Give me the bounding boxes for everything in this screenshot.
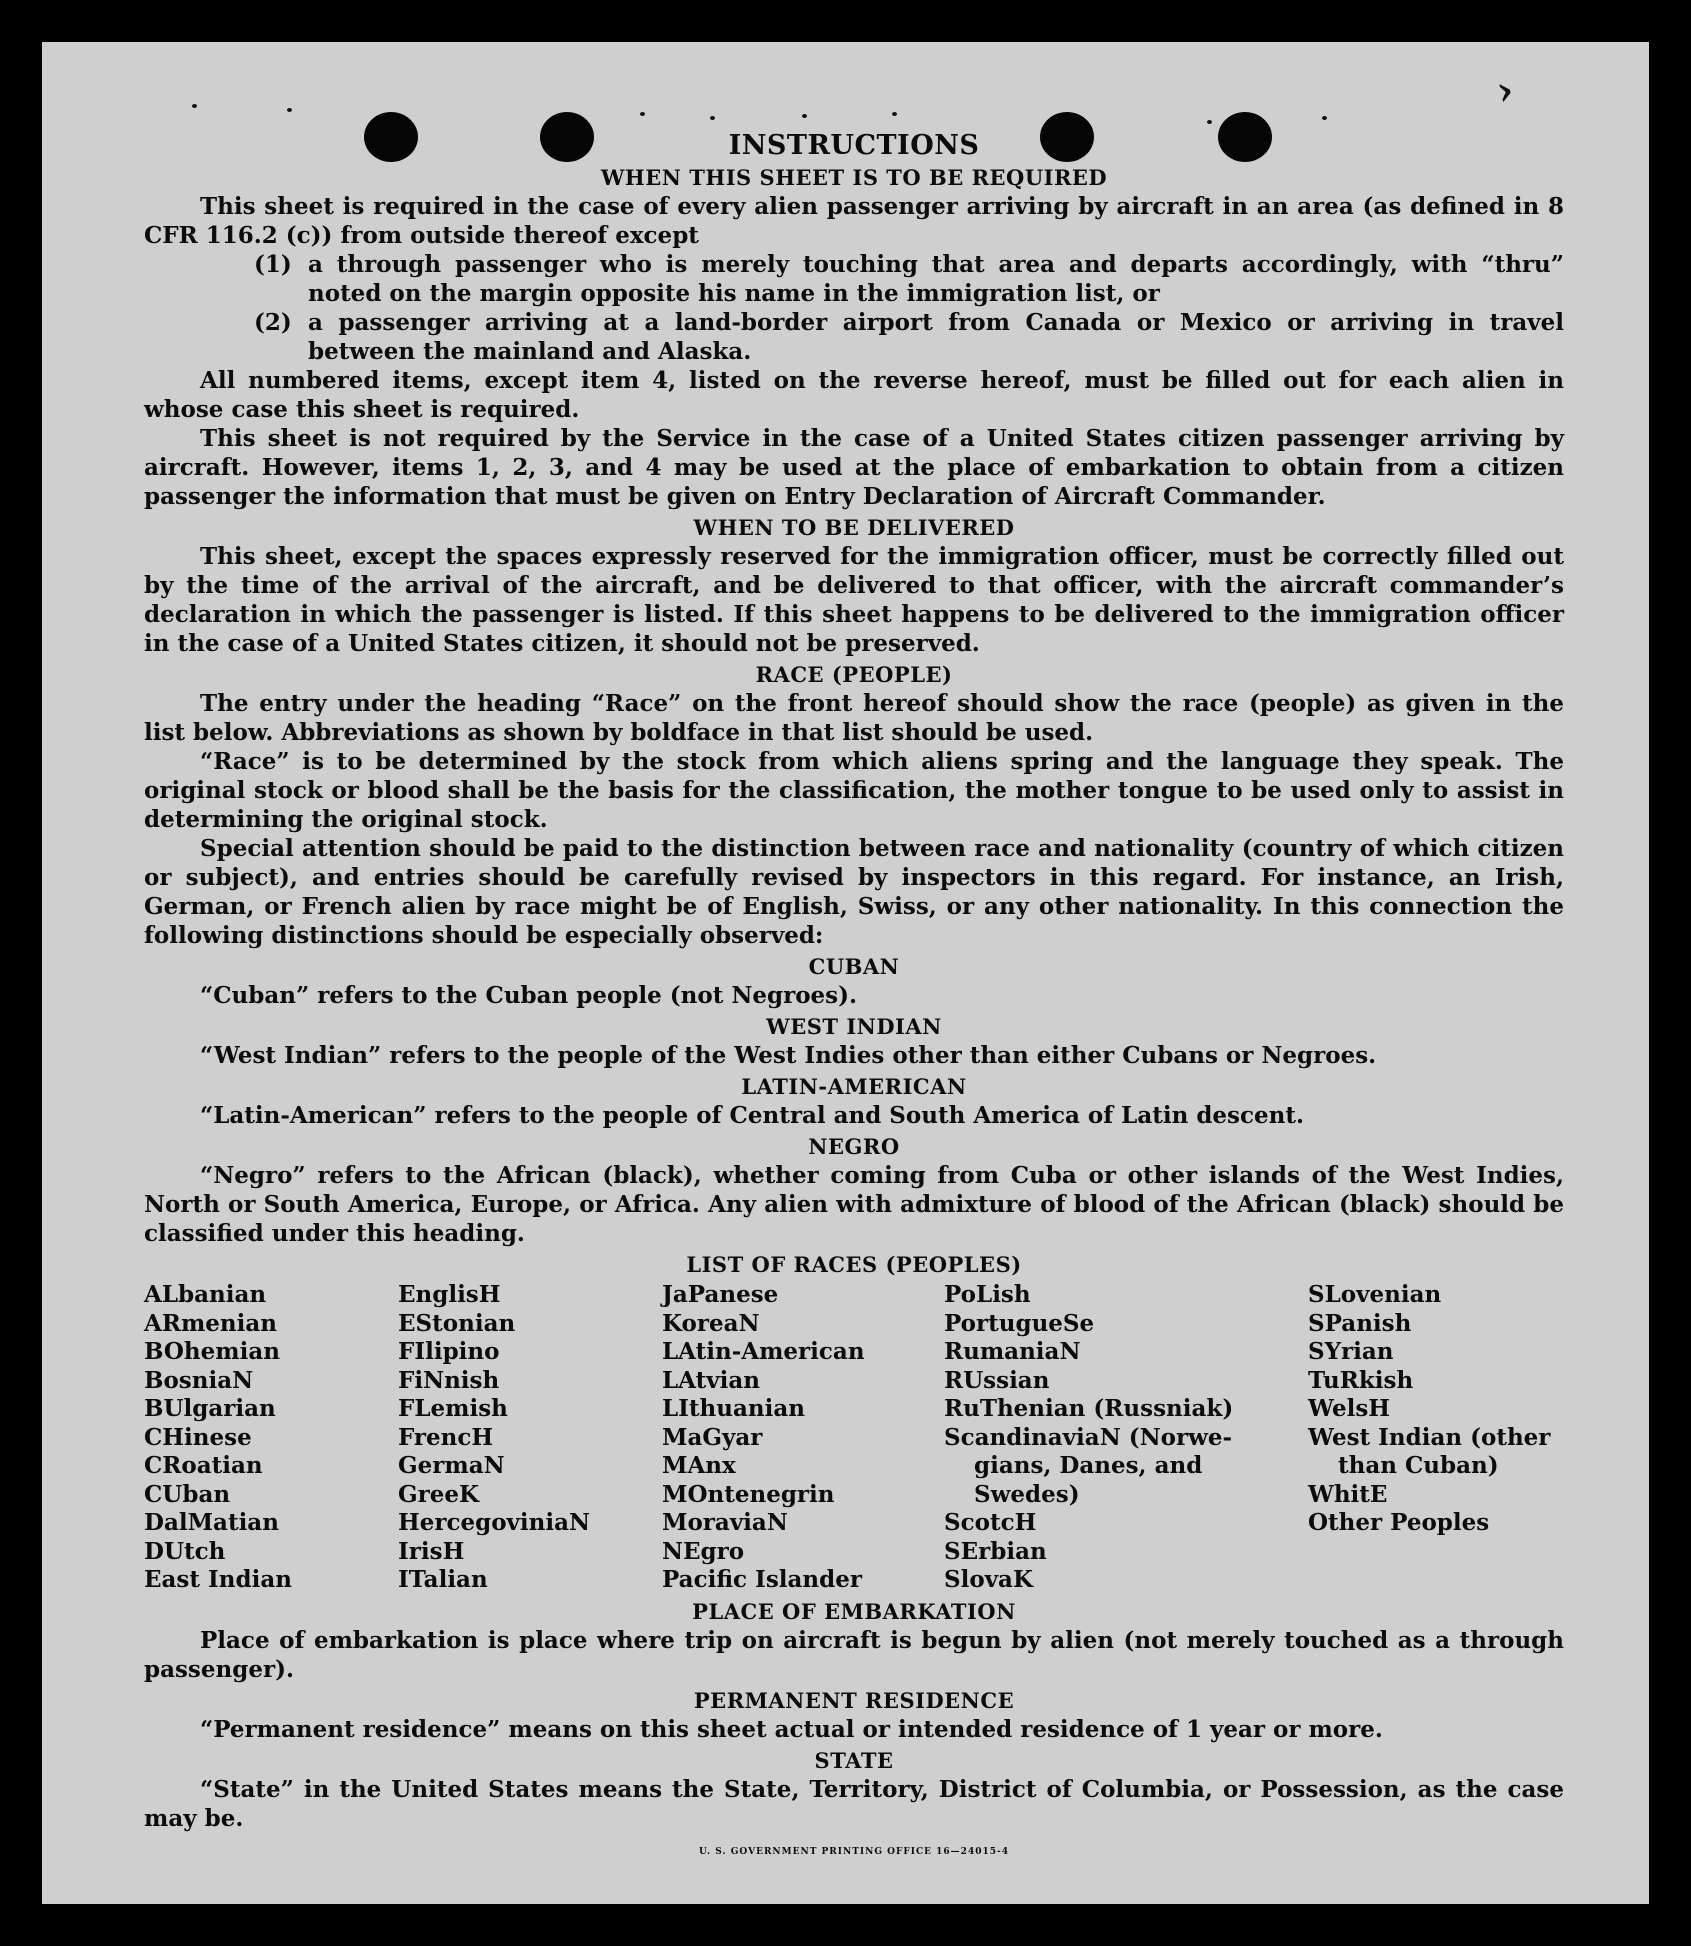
race-entry: GermaN — [398, 1452, 505, 1479]
race-entry: SLovenian — [1308, 1281, 1442, 1308]
heading-west-indian: WEST INDIAN — [766, 1014, 942, 1039]
heading-race: RACE (PEOPLE) — [755, 662, 953, 687]
punch-hole — [540, 112, 594, 162]
speck — [287, 108, 292, 112]
race-entry: WelsH — [1308, 1395, 1391, 1422]
race-entry: RUssian — [944, 1366, 1050, 1394]
race-entry: DalMatian — [144, 1509, 279, 1536]
speck — [1322, 116, 1327, 120]
race-entry: EnglisH — [398, 1281, 501, 1308]
race-column — [662, 1281, 944, 1595]
paragraph-race-3: Special attention should be paid to the distinction between race and nationality (country of which citizen or subject), and entries should be carefully revised by inspectors in this regard. For instance, an Irish, German, or French alien by race might be of English, Swiss, or any other nationality. In this connection the following distinctions should be especially observed: — [144, 835, 1564, 949]
race-entry: ITalian — [398, 1566, 488, 1593]
race-entry: FrencH — [398, 1423, 494, 1451]
paragraph-citizen: This sheet is not required by the Service in the case of a United States citizen passenger arriving by aircraft. However, items 1, 2, 3, and 4 may be used at the place of embarkation to obtain from a citizen passenger the information that must be given on Entry Declaration of Aircraft Commander. — [144, 425, 1564, 510]
heading-delivered: WHEN TO BE DELIVERED — [693, 515, 1015, 540]
punch-hole — [1218, 112, 1272, 162]
race-entry: ALbanian — [144, 1281, 267, 1308]
heading-negro: NEGRO — [808, 1134, 900, 1159]
paragraph-residence: “Permanent residence” means on this sheet actual or intended residence of 1 year or more. — [200, 1715, 1383, 1743]
race-entry: KoreaN — [662, 1309, 760, 1337]
race-entry: MOntenegrin — [662, 1480, 835, 1508]
race-entry: FiNnish — [398, 1366, 500, 1394]
instruction-sheet — [42, 42, 1649, 1904]
speck — [192, 104, 197, 108]
item-text: a through passenger who is merely touching that area and departs accordingly, with “thru” noted on the margin opposite his name in the immigration list, or — [308, 251, 1564, 307]
race-entry: LAtin-American — [662, 1338, 865, 1365]
race-entry: ARmenian — [144, 1309, 278, 1337]
race-entry: East Indian — [144, 1566, 292, 1593]
paragraph-cuban: “Cuban” refers to the Cuban people (not Negroes). — [200, 982, 858, 1009]
race-entry: TuRkish — [1308, 1366, 1414, 1394]
item-number: (2) — [254, 309, 292, 336]
race-entry: GreeK — [398, 1480, 480, 1508]
corner-mark: › — [1492, 65, 1518, 116]
race-entry: BosniaN — [144, 1366, 254, 1394]
race-entry: SErbian — [944, 1537, 1047, 1565]
paragraph-delivered: This sheet, except the spaces expressly reserved for the immigration officer, must be correctly filled out by the time of the arrival of the aircraft, and be delivered to that officer, with the aircraft commander’s declaration in which the passenger is listed. If this sheet happens to be delivered to the immigration officer in the case of a United States citizen, it should not be preserved. — [144, 543, 1564, 657]
race-entry: SPanish — [1308, 1309, 1412, 1337]
race-entry: CHinese — [144, 1423, 252, 1451]
item-text: a passenger arriving at a land-border airport from Canada or Mexico or arriving in travel between the mainland and Alaska. — [308, 309, 1564, 365]
punch-hole — [364, 112, 418, 162]
race-entry: EStonian — [398, 1309, 516, 1337]
race-entry: FIlipino — [398, 1338, 500, 1365]
race-entry: SYrian — [1308, 1338, 1394, 1365]
printer-imprint: U. S. GOVERNMENT PRINTING OFFICE 16—24015-4 — [699, 1846, 1009, 1857]
item-number: (1) — [254, 251, 292, 278]
race-entry: BUlgarian — [144, 1395, 276, 1422]
race-entry: ScotcH — [944, 1509, 1037, 1536]
paragraph-numbered-items: All numbered items, except item 4, listed on the reverse hereof, must be filled out for each alien in whose case this sheet is required. — [144, 367, 1564, 423]
race-entry: IrisH — [398, 1537, 465, 1565]
race-entry: NEgro — [662, 1537, 745, 1565]
page-title: INSTRUCTIONS — [728, 130, 980, 161]
speck — [710, 116, 715, 120]
paragraph-embarkation: Place of embarkation is place where trip on aircraft is begun by alien (not merely touched as a through passenger). — [144, 1626, 1564, 1683]
race-entry: Swedes) — [974, 1480, 1080, 1508]
paragraph-state: “State” in the United States means the State, Territory, District of Columbia, or Possession, as the case may be. — [144, 1775, 1564, 1832]
race-entry: ScandinaviaN (Norwe- — [944, 1423, 1233, 1451]
race-entry: WhitE — [1308, 1480, 1388, 1508]
race-entry: MoraviaN — [662, 1509, 788, 1536]
race-entry: CUban — [144, 1480, 231, 1508]
race-column — [1308, 1281, 1564, 1595]
race-entry: RumaniaN — [944, 1338, 1081, 1365]
race-entry: PoLish — [944, 1281, 1031, 1308]
heading-embarkation: PLACE OF EMBARKATION — [692, 1598, 1016, 1624]
race-entry: than Cuban) — [1338, 1452, 1499, 1479]
speck — [1207, 120, 1212, 124]
heading-latin-american: LATIN-AMERICAN — [741, 1074, 967, 1099]
race-entry: RuThenian (Russniak) — [944, 1395, 1234, 1422]
race-entry: Other Peoples — [1308, 1509, 1490, 1536]
race-entry: MaGyar — [662, 1423, 763, 1451]
race-entry: CRoatian — [144, 1452, 263, 1479]
heading-state: STATE — [814, 1747, 894, 1773]
heading-list-of-races: LIST OF RACES (PEOPLES) — [686, 1252, 1022, 1277]
race-entry: HercegoviniaN — [398, 1509, 591, 1536]
race-entry: DUtch — [144, 1537, 226, 1565]
race-column — [144, 1281, 398, 1595]
speck — [640, 112, 645, 116]
paragraph-west-indian: “West Indian” refers to the people of the West Indies other than either Cubans or Negroes. — [200, 1042, 1377, 1069]
race-column — [398, 1281, 662, 1595]
punch-hole — [1040, 112, 1094, 162]
paragraph-negro: “Negro” refers to the African (black), whether coming from Cuba or other islands of the West Indies, North or South America, Europe, or Africa. Any alien with admixture of blood of the African (black) should be classified under this heading. — [144, 1162, 1564, 1247]
speck — [892, 112, 897, 116]
heading-cuban: CUBAN — [808, 954, 900, 979]
race-entry: gians, Danes, and — [974, 1452, 1203, 1479]
paragraph-latin-american: “Latin-American” refers to the people of Central and South America of Latin descent. — [200, 1102, 1304, 1129]
list-item — [144, 308, 1564, 366]
race-column — [944, 1281, 1308, 1595]
race-entry: PortugueSe — [944, 1309, 1095, 1337]
race-list — [144, 1281, 1564, 1595]
race-entry: West Indian (other — [1308, 1423, 1551, 1451]
race-entry: LIthuanian — [662, 1395, 805, 1422]
paragraph-race-2: “Race” is to be determined by the stock from which aliens spring and the language they speak. The original stock or blood shall be the basis for the classification, the mother tongue to be used only to assist in determining the original stock. — [144, 748, 1564, 833]
race-entry: JaPanese — [662, 1281, 779, 1308]
race-entry: SlovaK — [944, 1566, 1033, 1593]
race-entry: Pacific Islander — [662, 1566, 862, 1593]
heading-required: WHEN THIS SHEET IS TO BE REQUIRED — [600, 165, 1108, 190]
paragraph-race-1: The entry under the heading “Race” on the front hereof should show the race (people) as given in the list below. Abbreviations as shown by boldface in that list should be used. — [144, 690, 1564, 746]
race-entry: BOhemian — [144, 1338, 280, 1365]
speck — [802, 114, 807, 118]
paragraph-required-intro: This sheet is required in the case of every alien passenger arriving by aircraft in an area (as defined in 8 CFR 116.2 (c)) from outside thereof except — [144, 193, 1564, 249]
heading-residence: PERMANENT RESIDENCE — [693, 1687, 1015, 1713]
race-entry: LAtvian — [662, 1366, 760, 1394]
list-item — [144, 250, 1564, 308]
race-entry: MAnx — [662, 1452, 736, 1479]
race-entry: FLemish — [398, 1395, 508, 1422]
